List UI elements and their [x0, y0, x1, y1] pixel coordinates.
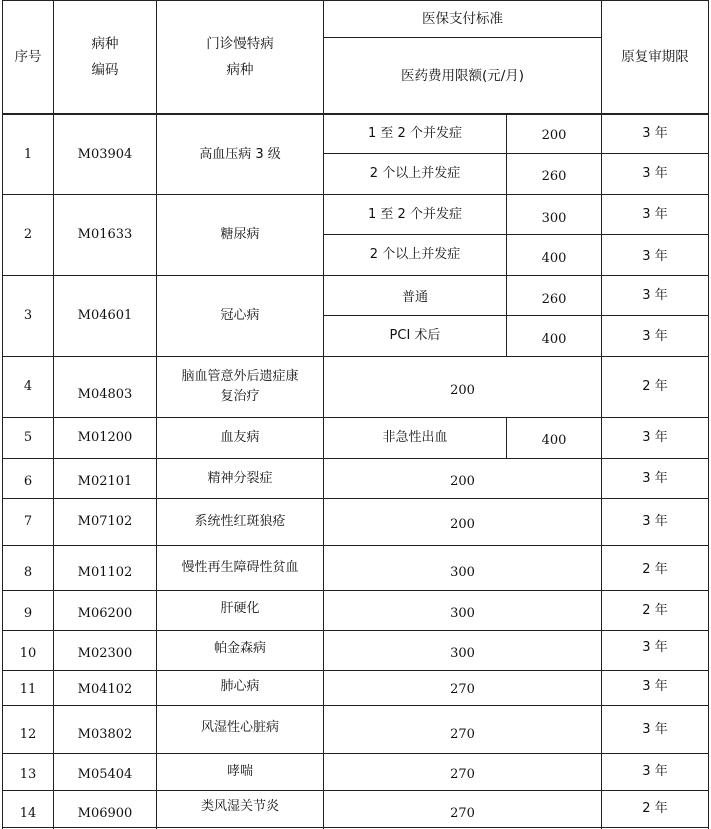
period-cell: 2 年 [642, 801, 668, 816]
amount-cell: 300 [450, 645, 475, 661]
row-code: M07102 [77, 514, 133, 529]
condition-cell: 2 个以上并发症 [369, 166, 461, 181]
header-seq: 序号 [14, 49, 42, 65]
period-cell: 2 年 [642, 379, 668, 394]
period-cell: 3 年 [642, 764, 668, 779]
header-disease: 门诊慢特病 病种 [206, 36, 274, 78]
amount-cell: 200 [450, 382, 475, 398]
row-seq: 10 [19, 645, 37, 661]
row-seq: 13 [19, 767, 37, 782]
row-seq: 3 [23, 308, 33, 323]
amount-cell: 270 [450, 681, 475, 697]
row-disease: 慢性再生障碍性贫血 [181, 560, 299, 575]
row-code: M04601 [77, 308, 133, 323]
row-divider [2, 545, 709, 546]
row-code: M01200 [77, 430, 133, 445]
condition-cell: 1 至 2 个并发症 [368, 206, 462, 222]
row-seq: 1 [23, 146, 33, 162]
row-disease: 肝硬化 [220, 601, 260, 616]
amount-cell: 300 [541, 210, 567, 226]
row-disease: 精神分裂症 [207, 470, 273, 486]
amount-cell: 400 [541, 433, 567, 448]
row-disease: 血友病 [220, 430, 260, 445]
condition-cell: 1 至 2 个并发症 [368, 126, 462, 141]
amount-cell: 200 [450, 516, 475, 532]
period-cell: 3 年 [642, 470, 668, 486]
row-seq: 2 [23, 227, 33, 242]
header-code: 病种 编码 [91, 36, 119, 78]
row-code: M06900 [77, 805, 133, 821]
row-code: M04102 [77, 681, 133, 697]
row-code: M01102 [77, 564, 133, 580]
row-seq: 7 [23, 514, 33, 529]
row-seq: 5 [23, 430, 33, 445]
period-cell: 3 年 [642, 166, 668, 181]
amount-cell: 270 [450, 767, 475, 782]
row-code: M02101 [77, 474, 133, 489]
amount-cell: 270 [450, 805, 475, 821]
period-cell: 3 年 [642, 514, 668, 529]
amount-cell: 200 [541, 128, 567, 143]
header-period: 原复审期限 [621, 49, 689, 65]
row-code: M04803 [77, 386, 133, 402]
amount-cell: 400 [541, 251, 567, 266]
period-cell: 3 年 [642, 206, 668, 222]
row-seq: 8 [23, 564, 33, 580]
period-cell: 3 年 [642, 126, 668, 141]
row-disease: 糖尿病 [220, 227, 260, 242]
period-cell: 3 年 [642, 640, 668, 655]
amount-cell: 260 [541, 168, 567, 184]
period-cell: 2 年 [642, 562, 668, 577]
row-seq: 14 [19, 805, 37, 821]
row-seq: 11 [19, 681, 37, 697]
table-border [2, 827, 709, 828]
row-code: M03904 [77, 146, 133, 162]
row-disease: 类风湿关节炎 [200, 798, 279, 814]
row-seq: 4 [23, 379, 33, 394]
row-disease: 高血压病 3 级 [199, 146, 281, 162]
condition-cell: PCI 术后 [389, 328, 441, 343]
condition-cell: 普通 [401, 289, 428, 305]
row-disease: 风湿性心脏病 [200, 720, 279, 735]
period-cell: 3 年 [642, 679, 668, 694]
header-standard: 医保支付标准 [422, 11, 503, 27]
period-cell: 3 年 [642, 430, 668, 445]
row-code: M01633 [77, 227, 133, 242]
amount-cell: 200 [450, 474, 475, 489]
row-code: M03802 [77, 727, 133, 742]
amount-cell: 270 [450, 727, 475, 742]
row-disease: 冠心病 [220, 308, 260, 323]
condition-cell: 非急性出血 [382, 430, 448, 445]
row-seq: 12 [19, 727, 37, 742]
amount-cell: 300 [450, 605, 475, 621]
row-disease: 肺心病 [220, 678, 260, 694]
row-disease: 系统性红斑狼疮 [194, 514, 286, 529]
condition-cell: 2 个以上并发症 [369, 247, 461, 262]
row-disease: 哮喘 [226, 763, 253, 779]
header-limit: 医药费用限额(元/月) [400, 67, 525, 84]
row-code: M06200 [77, 605, 133, 621]
amount-cell: 300 [450, 564, 475, 580]
period-cell: 2 年 [642, 602, 668, 618]
row-seq: 6 [23, 474, 33, 489]
row-disease: 脑血管意外后遗症康 复治疗 [181, 369, 299, 404]
amount-cell: 400 [541, 332, 567, 347]
period-cell: 3 年 [642, 249, 668, 264]
row-code: M05404 [77, 767, 133, 782]
row-seq: 9 [23, 605, 33, 621]
period-cell: 3 年 [642, 329, 668, 344]
row-code: M02300 [77, 645, 133, 661]
row-disease: 帕金森病 [213, 640, 266, 656]
period-cell: 3 年 [642, 721, 668, 737]
amount-cell: 260 [541, 291, 567, 307]
period-cell: 3 年 [642, 287, 668, 303]
